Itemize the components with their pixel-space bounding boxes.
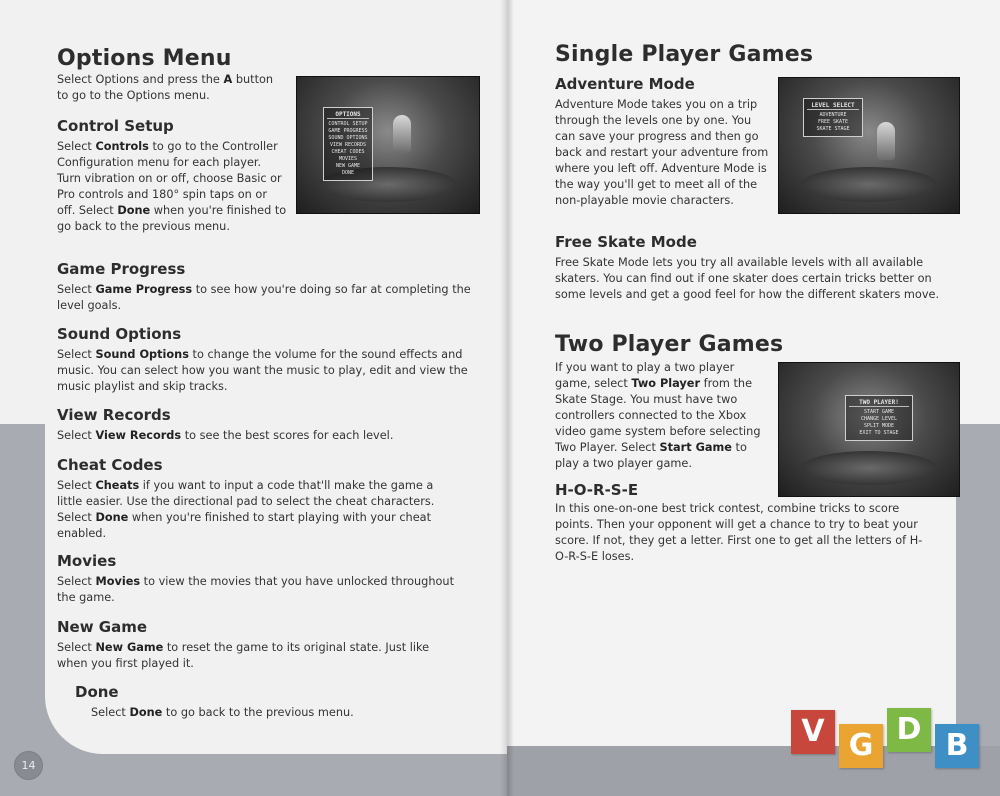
options-intro: Select Options and press the A button to go to the Options menu. [57, 73, 274, 102]
watermark-letter-v: V [791, 710, 835, 754]
sound-options-text: Select Sound Options to change the volume for the sound effects and music. You can select how you want the music to play, edit and view the music playlist and skip tracks. [57, 348, 468, 393]
screen-menu-item: GAME PROGRESS [328, 128, 368, 134]
screen-menu-item: FREE SKATE [817, 119, 849, 125]
skater-figure [877, 122, 895, 160]
vgdb-watermark [791, 710, 979, 768]
two-player-screenshot [778, 362, 960, 497]
screen-menu-item: START GAME [863, 409, 895, 415]
new-game-text: Select New Game to reset the game to its original state. Just like when you first played it. [57, 641, 430, 670]
movies-text: Select Movies to view the movies that you have unlocked throughout the game. [57, 575, 455, 604]
screen-menu-item: VIEW RECORDS [329, 142, 367, 148]
page-number: 14 [14, 751, 43, 780]
horse-text: In this one-on-one best trick contest, combine tricks to score points. Then your opponent will get a chance to try to beat your score. If not, they get a letter. First one to get all the letters of H-O-R-S-E loses. [555, 502, 923, 563]
watermark-letter-g: G [839, 724, 883, 768]
view-records-text: Select View Records to see the best scores for each level. [57, 429, 394, 442]
free-skate-text: Free Skate Mode lets you try all available levels with all available skaters. You can find out if one skater does certain tricks better on some levels and get a good feel for how the different skaters move. [555, 256, 940, 301]
right-page [507, 0, 1000, 796]
options-screen-menu: OPTIONS CONTROL SETUP GAME PROGRESS SOUND OPTIONS VIEW RECORDS CHEAT CODES MOVIES NEW GAME DONE [323, 107, 373, 181]
game-progress-heading: Game Progress [57, 260, 186, 278]
adventure-mode-text: Adventure Mode takes you on a trip through the levels one by one. You can save your progress and then go back and restart your adventure from where you left off. Adventure Mode is the way you'll get to meet all of the non-playable movie characters. [555, 98, 769, 207]
screen-menu-item: SOUND OPTIONS [328, 135, 368, 141]
cheat-codes-text: Select Cheats if you want to input a code that'll make the game a little easier. Use the directional pad to select the cheat characters. Select Done when you're finished to start playing with your cheat enabled. [57, 479, 435, 540]
view-records-heading: View Records [57, 406, 171, 424]
options-screenshot [296, 76, 480, 214]
adventure-mode-heading: Adventure Mode [555, 75, 695, 93]
screen-menu-item: DONE [341, 170, 355, 176]
done-text: Select Done to go back to the previous menu. [91, 706, 354, 719]
single-player-title: Single Player Games [555, 42, 814, 67]
level-select-menu: LEVEL SELECT ADVENTURE FREE SKATE SKATE STAGE [803, 98, 863, 137]
watermark-letter-d: D [887, 708, 931, 752]
new-game-heading: New Game [57, 618, 148, 636]
options-menu-title: Options Menu [57, 46, 232, 71]
two-player-menu: TWO PLAYER! START GAME CHANGE LEVEL SPLIT MODE EXIT TO STAGE [845, 395, 913, 441]
level-select-screenshot [778, 77, 960, 214]
screen-menu-item: ADVENTURE [819, 112, 847, 118]
screen-menu-item: EXIT TO STAGE [859, 430, 899, 436]
game-progress-text: Select Game Progress to see how you're doing so far at completing the level goals. [57, 283, 471, 312]
movies-heading: Movies [57, 552, 117, 570]
screen-menu-item: MOVIES [338, 156, 358, 162]
control-setup-text: Select Controls to go to the Controller Configuration menu for each player. Turn vibration on or off, choose Basic or Pro controls and 180° spin taps on or off. Select Done when you're finished to go back to the previous menu. [57, 140, 287, 233]
sound-options-heading: Sound Options [57, 325, 182, 343]
skater-figure [393, 115, 411, 153]
book-gutter [500, 0, 514, 796]
screen-menu-item: NEW GAME [335, 163, 361, 169]
free-skate-heading: Free Skate Mode [555, 233, 697, 251]
screen-menu-item: CHEAT CODES [331, 149, 365, 155]
control-setup-heading: Control Setup [57, 117, 174, 135]
watermark-letter-b: B [935, 724, 979, 768]
screen-menu-item: SPLIT MODE [863, 423, 895, 429]
two-player-title: Two Player Games [555, 332, 784, 357]
horse-heading: H-O-R-S-E [555, 481, 639, 499]
screen-menu-item: CONTROL SETUP [328, 121, 368, 127]
done-heading: Done [75, 683, 119, 701]
screen-menu-item: CHANGE LEVEL [860, 416, 898, 422]
screen-menu-item: SKATE STAGE [816, 126, 850, 132]
two-player-text: If you want to play a two player game, select Two Player from the Skate Stage. You must have two controllers connected to the Xbox video game system before selecting Two Player. Select Start Game to play a two player game. [555, 361, 761, 470]
cheat-codes-heading: Cheat Codes [57, 456, 163, 474]
